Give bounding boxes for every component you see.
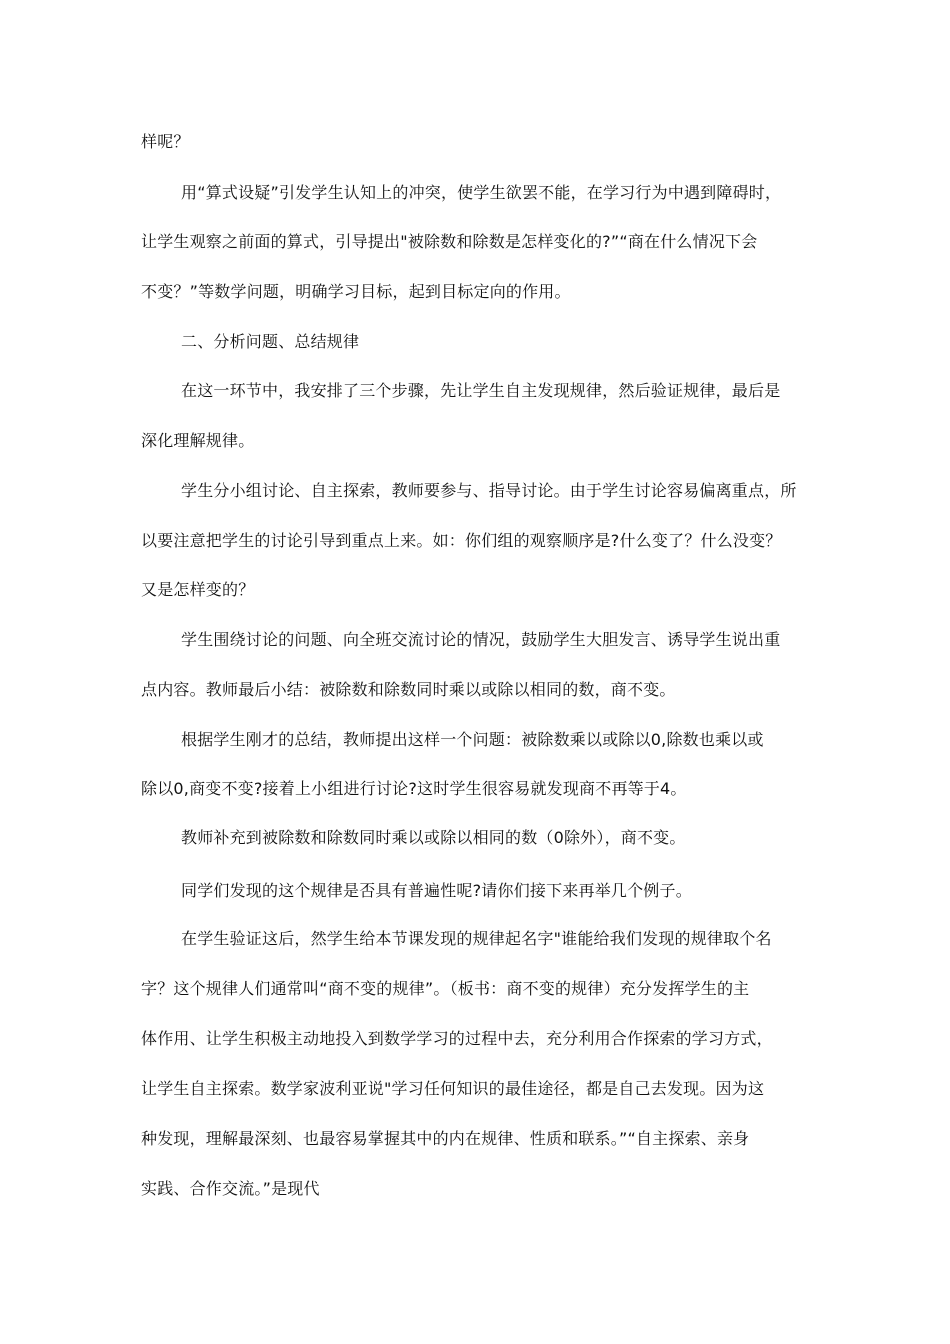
text-line: 用“算式设疑”引发学生认知上的冲突，使学生欲罢不能，在学习行为中遇到障碍时， <box>181 183 782 202</box>
text-line: 让学生观察之前面的算式，引导提出"被除数和除数是怎样变化的?”“商在什么情况下会 <box>141 232 758 251</box>
text-line: 同学们发现的这个规律是否具有普遍性呢?请你们接下来再举几个例子。 <box>181 881 692 900</box>
text-line: 学生围绕讨论的问题、向全班交流讨论的情况，鼓励学生大胆发言、诱导学生说出重 <box>181 630 781 649</box>
text-line: 点内容。教师最后小结：被除数和除数同时乘以或除以相同的数，商不变。 <box>141 680 676 699</box>
text-line: 除以0,商变不变?接着上小组进行讨论?这时学生很容易就发现商不再等于4。 <box>141 779 687 798</box>
text-line: 种发现，理解最深刻、也最容易掌握其中的内在规律、性质和联系。”“自主探索、亲身 <box>141 1129 750 1148</box>
text-line: 不变？”等数学问题，明确学习目标，起到目标定向的作用。 <box>141 282 571 301</box>
text-line: 实践、合作交流。”是现代 <box>141 1179 320 1198</box>
text-line: 教师补充到被除数和除数同时乘以或除以相同的数（0除外），商不变。 <box>181 828 686 847</box>
text-line: 体作用、让学生积极主动地投入到数学学习的过程中去，充分利用合作探索的学习方式， <box>141 1029 773 1048</box>
text-line: 学生分小组讨论、自主探索，教师要参与、指导讨论。由于学生讨论容易偏离重点，所 <box>181 481 797 500</box>
text-line: 字？这个规律人们通常叫“商不变的规律”。（板书：商不变的规律）充分发挥学生的主 <box>141 979 750 998</box>
text-line: 在这一环节中，我安排了三个步骤，先让学生自主发现规律，然后验证规律，最后是 <box>181 381 781 400</box>
text-line: 深化理解规律。 <box>141 431 255 450</box>
text-line: 以要注意把学生的讨论引导到重点上来。如：你们组的观察顺序是?什么变了？什么没变？ <box>141 531 782 550</box>
text-line: 在学生验证这后，然学生给本节课发现的规律起名字"谁能给我们发现的规律取个名 <box>181 929 772 948</box>
text-line: 又是怎样变的？ <box>141 580 255 599</box>
text-line: 根据学生刚才的总结，教师提出这样一个问题：被除数乘以或除以0,除数也乘以或 <box>181 730 764 749</box>
section-heading: 二、分析问题、总结规律 <box>181 332 360 351</box>
text-line: 让学生自主探索。数学家波利亚说"学习任何知识的最佳途径，都是自己去发现。因为这 <box>141 1079 765 1098</box>
text-line: 样呢？ <box>141 132 190 151</box>
